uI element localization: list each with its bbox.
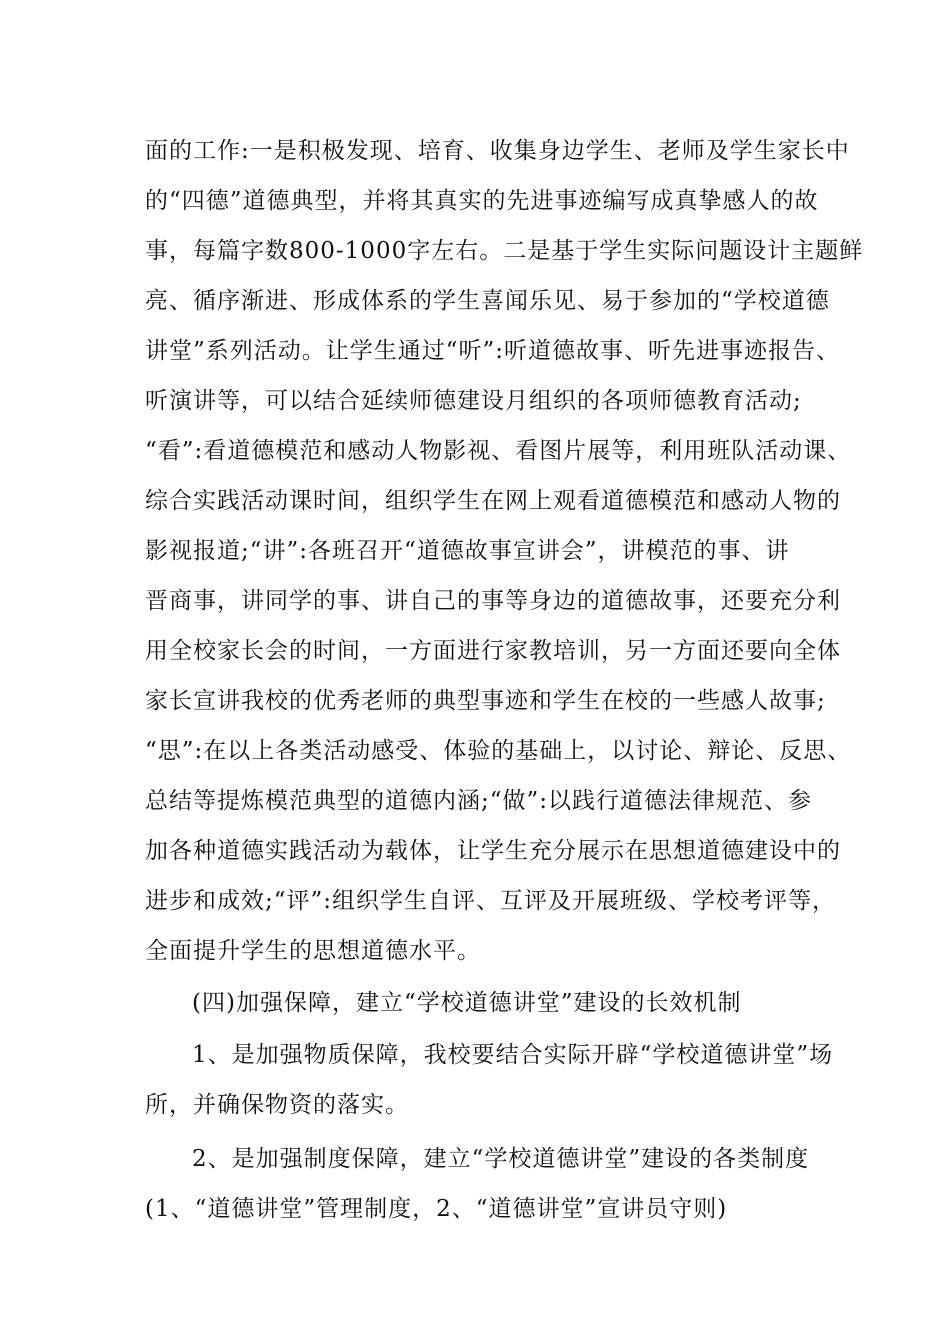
paragraph-line: 用全校家长会的时间，一方面进行家教培训，另一方面还要向全体 [145, 638, 841, 664]
list-item-line: 1、是加强物质保障，我校要结合实际开辟“学校道德讲堂”场 [192, 1042, 834, 1068]
paragraph-line: 家长宣讲我校的优秀老师的典型事迹和学生在校的一些感人故事; [145, 688, 826, 714]
paragraph-line: 面的工作:一是积极发现、培育、收集身边学生、老师及学生家长中 [145, 138, 850, 164]
paragraph-line: 总结等提炼模范典型的道德内涵;“做”:以践行道德法律规范、参 [145, 788, 813, 814]
paragraph-line: 的“四德”道德典型，并将其真实的先进事迹编写成真挚感人的故 [145, 188, 819, 214]
paragraph-line: “看”:看道德模范和感动人物影视、看图片展等，利用班队活动课、 [145, 438, 852, 464]
paragraph-line: 亮、循序渐进、形成体系的学生喜闻乐见、易于参加的“学校道德 [145, 288, 830, 314]
list-item-line: 2、是加强制度保障，建立“学校道德讲堂”建设的各类制度 [192, 1146, 810, 1172]
paragraph-line: 全面提升学生的思想道德水平。 [145, 938, 481, 964]
list-item-line: (1、“道德讲堂”管理制度，2、“道德讲堂”宣讲员守则) [145, 1196, 728, 1222]
section-heading: (四)加强保障，建立“学校道德讲堂”建设的长效机制 [192, 990, 742, 1016]
paragraph-line: 影视报道;“讲”:各班召开“道德故事宣讲会”，讲模范的事、讲 [145, 538, 790, 564]
paragraph-line: 晋商事，讲同学的事、讲自己的事等身边的道德故事，还要充分利 [145, 588, 841, 614]
paragraph-line: 听演讲等，可以结合延续师德建设月组织的各项师德教育活动; [145, 388, 802, 414]
paragraph-line: 进步和成效;“评”:组织学生自评、互评及开展班级、学校考评等， [145, 888, 837, 914]
paragraph-line: “思”:在以上各类活动感受、体验的基础上，以讨论、辩论、反思、 [145, 738, 852, 764]
paragraph-line: 加各种道德实践活动为载体，让学生充分展示在思想道德建设中的 [145, 838, 841, 864]
list-item-line: 所，并确保物资的落实。 [145, 1092, 409, 1118]
paragraph-line: 综合实践活动课时间，组织学生在网上观看道德模范和感动人物的 [145, 488, 841, 514]
paragraph-line: 事，每篇字数800-1000字左右。二是基于学生实际问题设计主题鲜 [145, 238, 864, 264]
paragraph-line: 讲堂”系列活动。让学生通过“听”:听道德故事、听先进事迹报告、 [145, 338, 841, 364]
